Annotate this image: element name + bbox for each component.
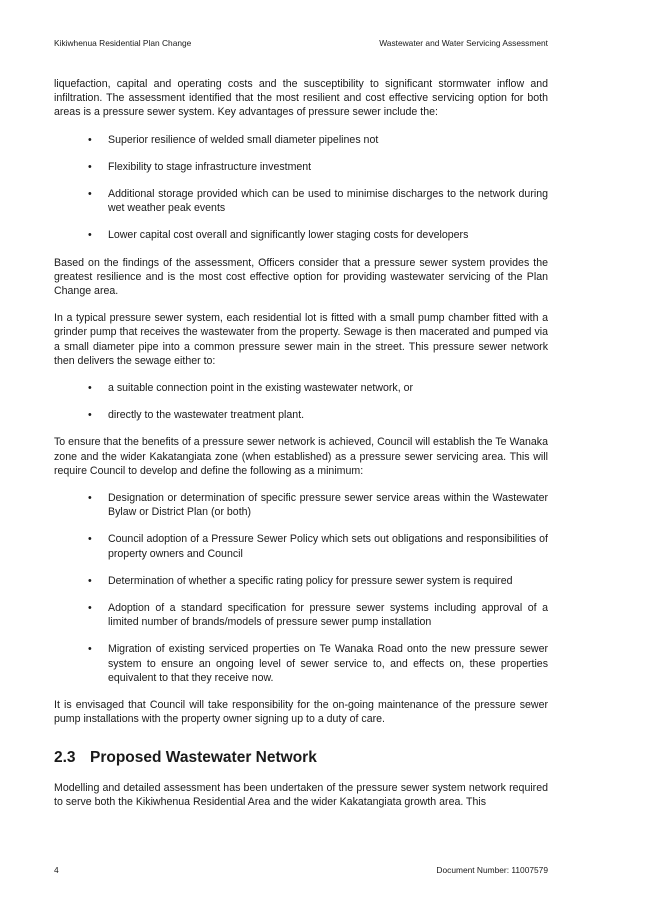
bullet-icon: • (88, 602, 92, 615)
requirements-list (54, 491, 548, 685)
page-number: 4 (54, 865, 59, 875)
maintenance-paragraph: It is envisaged that Council will take responsibility for the on-going maintenance of the pressure sewer pump installations with the property owner signing up to a duty of care. (54, 699, 548, 726)
page-header (54, 38, 548, 48)
ensure-benefits-paragraph: To ensure that the benefits of a pressure sewer network is achieved, Council will establish the Te Wanaka zone and the wider Kakatangiata zone (when established) as a pressure sewer servicing area. This will require Council to develop and define the following as a minimum: (54, 436, 548, 477)
delivery-options-list (54, 381, 548, 422)
bullet-icon: • (88, 533, 92, 546)
header-right-title: Wastewater and Water Servicing Assessment (379, 38, 548, 48)
list-item: • Migration of existing serviced properties on Te Wanaka Road onto the new pressure sewer system to ensure an ongoing level of sewer service to, and effects on, these properties equivalent to that they receive now. (88, 643, 548, 684)
bullet-icon: • (88, 160, 92, 173)
advantages-list (54, 133, 548, 243)
list-item: • directly to the wastewater treatment plant. (88, 409, 305, 422)
bullet-icon: • (88, 492, 92, 505)
list-item: • Flexibility to stage infrastructure investment (88, 160, 312, 173)
bullet-icon: • (88, 229, 92, 242)
section-number: 2.3 (54, 748, 76, 766)
findings-paragraph: Based on the findings of the assessment, Officers consider that a pressure sewer system provides the greatest resilience and is the most cost effective option for providing wastewater servicing of the Plan Change area. (54, 256, 548, 298)
typical-system-paragraph: In a typical pressure sewer system, each residential lot is fitted with a small pump chamber fitted with a grinder pump that receives the wastewater from the property. Sewage is then macerated and pumped via a small diameter pipe into a common pressure sewer main in the street. This pressure sewer network then delivers the sewage either to: (54, 312, 548, 367)
bullet-icon: • (88, 409, 92, 422)
bullet-icon: • (88, 382, 92, 395)
modelling-paragraph: Modelling and detailed assessment has been undertaken of the pressure sewer system network required to serve both the Kikiwhenua Residential Area and the wider Kakatangiata growth area. This (54, 781, 548, 808)
bullet-icon: • (88, 188, 92, 201)
list-item: • Determination of whether a specific rating policy for pressure sewer system is required (88, 574, 513, 587)
list-item: • Adoption of a standard specification for pressure sewer systems including approval of a limited number of brands/models of pressure sewer pump installation (88, 602, 548, 629)
page-footer (54, 865, 548, 875)
header-left-title: Kikiwhenua Residential Plan Change (54, 38, 192, 48)
list-item: • Council adoption of a Pressure Sewer Policy which sets out obligations and responsibilities of property owners and Council (88, 533, 548, 560)
list-item: • a suitable connection point in the existing wastewater network, or (88, 382, 414, 395)
bullet-icon: • (88, 643, 92, 656)
bullet-icon: • (88, 574, 92, 587)
section-title: Proposed Wastewater Network (90, 748, 317, 766)
document-number: Document Number: 11007579 (436, 865, 548, 875)
intro-paragraph: liquefaction, capital and operating costs and the susceptibility to significant stormwater inflow and infiltration. The assessment identified that the most resilient and cost effective servicing option for both areas is a pressure sewer system. Key advantages of pressure sewer include the: (54, 78, 548, 119)
list-item: • Lower capital cost overall and significantly lower staging costs for developers (88, 229, 469, 242)
list-item: • Designation or determination of specific pressure sewer service areas within the Wastewater Bylaw or District Plan (or both) (88, 492, 548, 519)
page-content (54, 77, 548, 822)
bullet-icon: • (88, 133, 92, 146)
list-item: • Superior resilience of welded small diameter pipelines not (88, 133, 379, 146)
section-heading (54, 749, 548, 767)
list-item: • Additional storage provided which can be used to minimise discharges to the network during wet weather peak events (88, 188, 548, 215)
